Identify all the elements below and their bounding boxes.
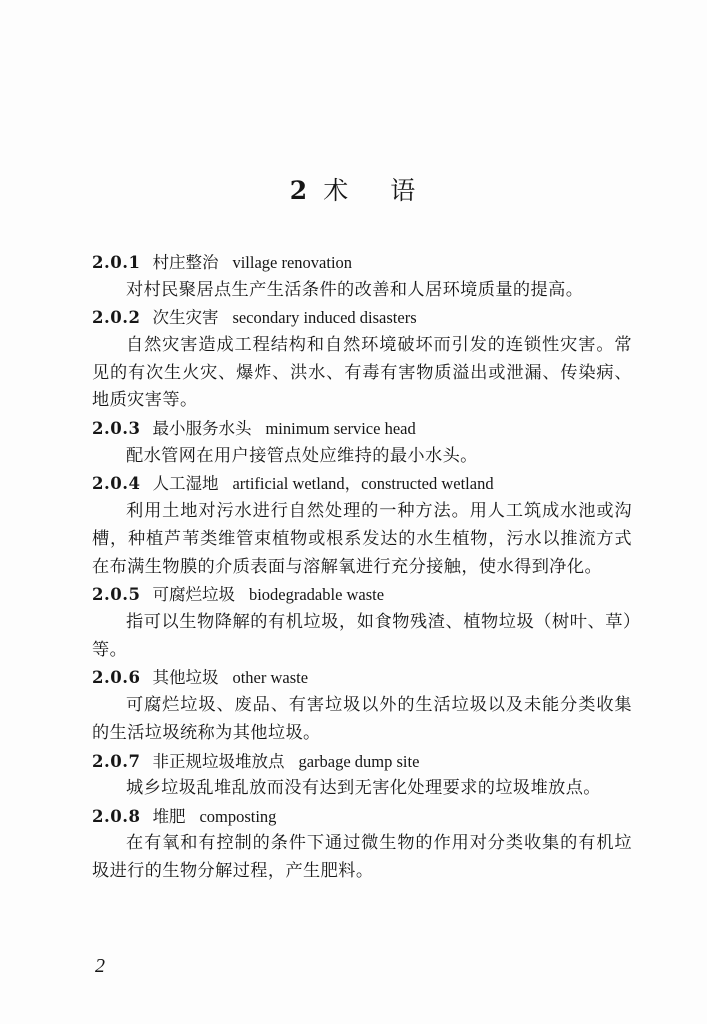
chapter-title-word-2: 语 [390,176,418,205]
term-heading [92,470,632,498]
term-en: minimum service head [265,419,416,439]
page-number: 2 [95,955,105,977]
term-en: composting [199,806,277,826]
term-definition: 城乡垃圾乱堆乱放而没有达到无害化处理要求的垃圾堆放点。 [126,778,601,799]
term-code: 2.0.8 [92,806,141,826]
chapter-title-word-1: 术 [323,176,351,205]
term-code: 2.0.4 [92,474,141,494]
term-zh: 非正规垃圾堆放点 [152,751,285,771]
terms-list [92,249,632,886]
term-zh: 其他垃圾 [152,668,219,688]
term-definition: 在有氧和有控制的条件下通过微生物的作用对分类收集的有机垃圾进行的生物分解过程，产生肥料。 [92,833,632,882]
term-en: village renovation [232,253,353,272]
term-definition: 利用土地对污水进行自然处理的一种方法。用人工筑成水池或沟槽，种植芦苇类维管束植物或根系发达的水生植物，污水以推流方式在布满生物膜的介质表面与溶解氧进行充分接触，使水得到净化。 [92,500,632,577]
chapter-title [0,174,707,208]
term-entry [92,581,632,664]
term-heading [92,748,632,776]
term-zh: 村庄整治 [152,253,219,272]
term-heading [92,304,632,332]
term-zh: 可腐烂垃圾 [152,585,235,605]
term-definition: 对村民聚居点生产生活条件的改善和人居环境质量的提高。 [126,279,584,300]
term-entry [92,304,632,415]
term-definition: 指可以生物降解的有机垃圾，如食物残渣、植物垃圾（树叶、草）等。 [92,611,632,660]
term-code: 2.0.5 [92,585,141,605]
term-heading [92,249,632,277]
term-en: garbage dump site [298,751,420,771]
term-heading [92,415,632,443]
term-code: 2.0.3 [92,419,141,439]
chapter-number: 2 [289,176,310,205]
term-heading [92,664,632,692]
term-zh: 堆肥 [152,806,186,826]
term-entry [92,803,632,886]
term-definition: 配水管网在用户接管点处应维持的最小水头。 [126,445,478,466]
term-zh: 最小服务水头 [152,419,252,439]
term-definition: 可腐烂垃圾、废品、有害垃圾以外的生活垃圾以及未能分类收集的生活垃圾统称为其他垃圾。 [92,694,632,743]
term-code: 2.0.6 [92,668,141,688]
term-en: biodegradable waste [248,585,385,605]
term-entry [92,249,632,304]
term-heading [92,803,632,831]
term-code: 2.0.2 [92,308,141,328]
term-heading [92,581,632,609]
term-definition: 自然灾害造成工程结构和自然环境破坏而引发的连锁性灾害。常见的有次生火灾、爆炸、洪水、有毒有害物质溢出或泄漏、传染病、地质灾害等。 [92,334,632,411]
term-entry [92,748,632,803]
term-zh: 次生灾害 [152,308,219,328]
term-entry [92,415,632,470]
term-en: other waste [232,668,309,688]
term-code: 2.0.1 [92,253,141,272]
term-zh: 人工湿地 [152,474,219,494]
term-en: artificial wetland，constructed wetland [232,474,494,494]
term-code: 2.0.7 [92,751,141,771]
term-entry [92,470,632,581]
term-entry [92,664,632,747]
term-en: secondary induced disasters [232,308,417,328]
